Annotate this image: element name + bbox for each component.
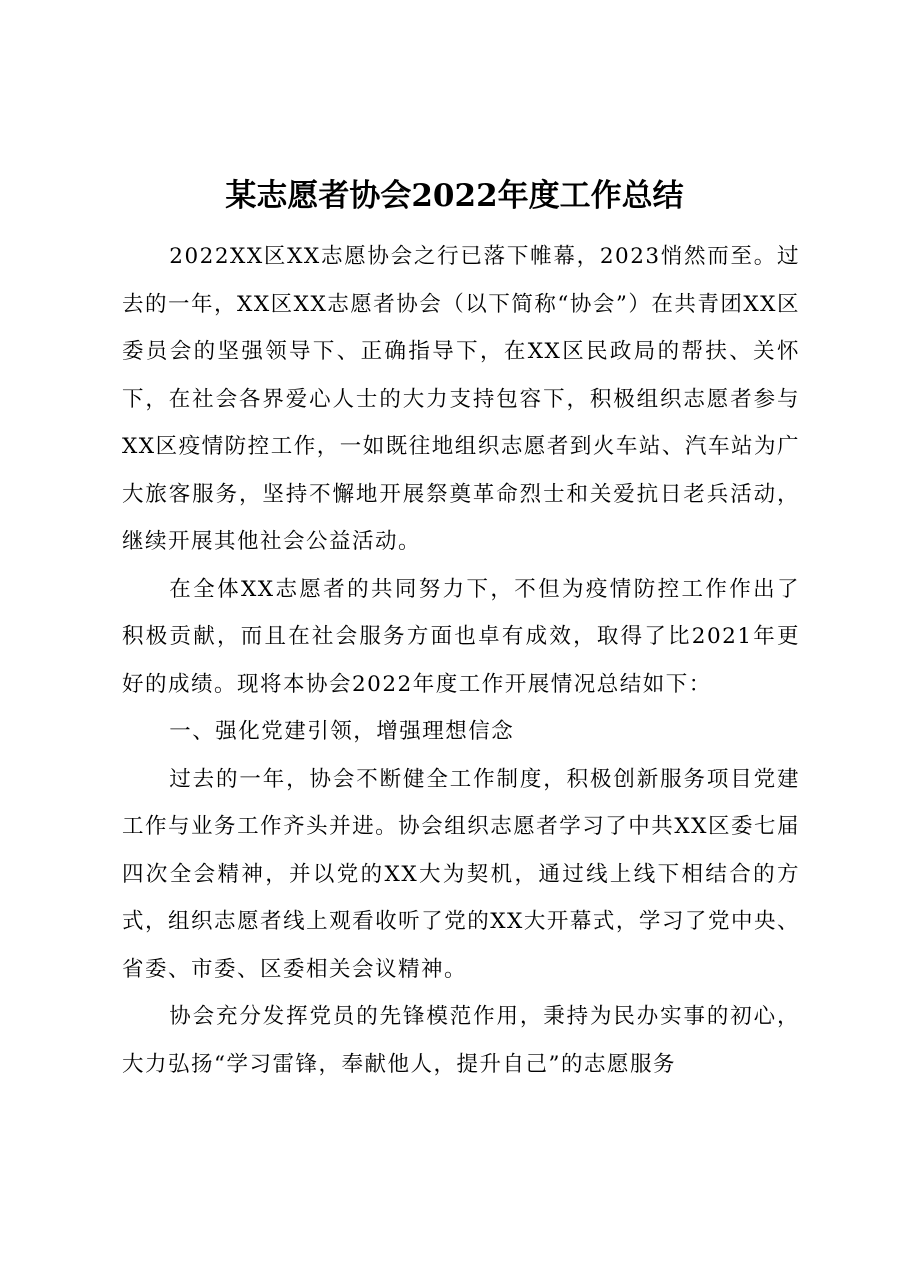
paragraph-intro: 2022XX区XX志愿协会之行已落下帷幕，2023悄然而至。过去的一年，XX区XX志愿者协会（以下简称“协会”）在共青团XX区委员会的坚强领导下、正确指导下，在XX区民政局的帮扶、关怀下，在社会各界爱心人士的大力支持包容下，积极组织志愿者参与XX区疫情防控工作，一如既往地组织志愿者到火车站、汽车站为广大旅客服务，坚持不懈地开展祭奠革命烈士和关爱抗日老兵活动，继续开展其他社会公益活动。 <box>122 244 800 554</box>
section-heading-1: 一、强化党建引领，增强理想信念 <box>169 719 515 744</box>
paragraph-party-building: 过去的一年，协会不断健全工作制度，积极创新服务项目党建工作与业务工作齐头并进。协会组织志愿者学习了中共XX区委七届四次全会精神，并以党的XX大为契机，通过线上线下相结合的方式，组织志愿者线上观看收听了党的XX大开幕式，学习了党中央、省委、市委、区委相关会议精神。 <box>122 766 800 982</box>
paragraph-summary: 在全体XX志愿者的共同努力下，不但为疫情防控工作作出了积极贡献，而且在社会服务方面也卓有成效，取得了比2021年更好的成绩。现将本协会2022年度工作开展情况总结如下： <box>122 576 800 697</box>
paragraph-pioneer-role: 协会充分发挥党员的先锋模范作用，秉持为民办实事的初心，大力弘扬“学习雷锋，奉献他人，提升自己”的志愿服务 <box>122 1004 800 1077</box>
document-title: 某志愿者协会2022年度工作总结 <box>225 178 684 214</box>
document-body <box>122 233 800 1088</box>
